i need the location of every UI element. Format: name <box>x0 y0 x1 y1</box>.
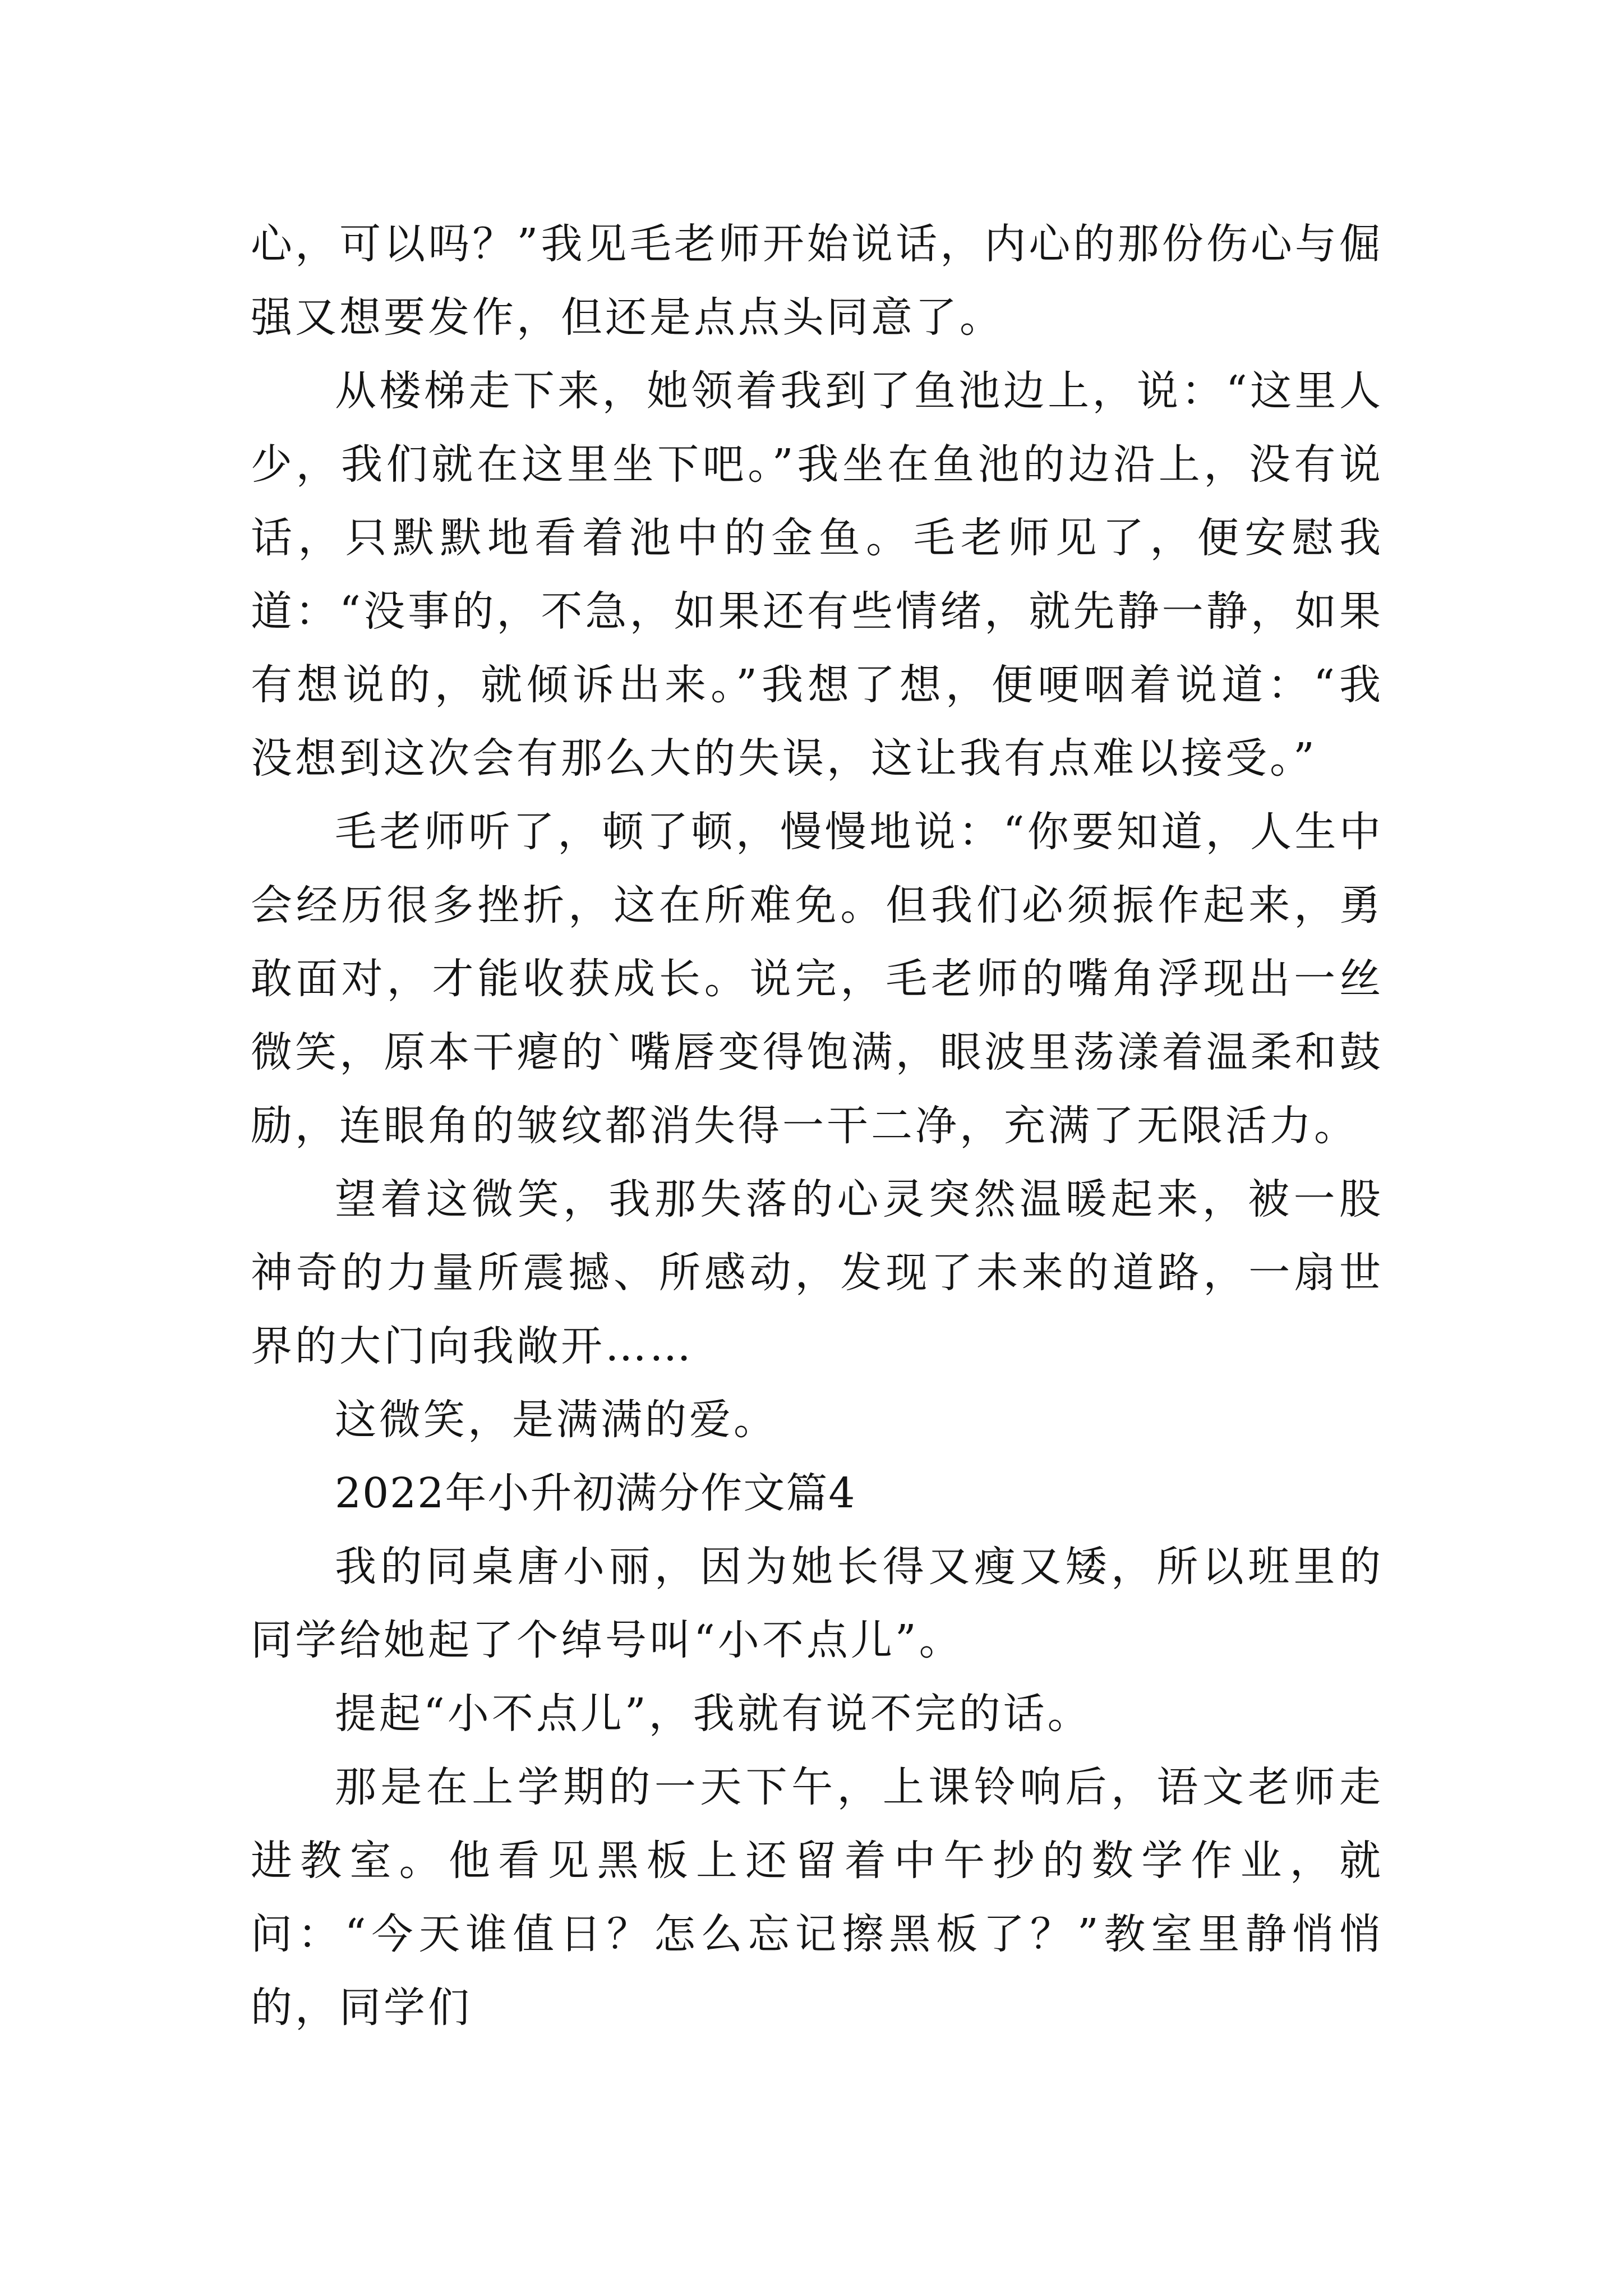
paragraph-1: 心，可以吗？”我见毛老师开始说话，内心的那份伤心与倔强又想要发作，但还是点点头同意了。 <box>251 220 1384 342</box>
paragraph-3: 毛老师听了，顿了顿，慢慢地说：“你要知道，人生中会经历很多挫折，这在所难免。但我们必须振作起来，勇敢面对，才能收获成长。说完，毛老师的嘴角浮现出一丝微笑，原本干瘪的`嘴唇变得饱满，眼波里荡漾着温柔和鼓励，连眼角的皱纹都消失得一干二净，充满了无限活力。 <box>251 808 1384 1150</box>
paragraph-5: 这微笑，是满满的爱。 <box>335 1396 778 1444</box>
document-body <box>251 208 1384 2045</box>
paragraph-7: 提起“小不点儿”，我就有说不完的话。 <box>335 1690 1092 1738</box>
paragraph-2: 从楼梯走下来，她领着我到了鱼池边上，说：“这里人少，我们就在这里坐下吧。”我坐在鱼池的边沿上，没有说话，只默默地看着池中的金鱼。毛老师见了，便安慰我道：“没事的，不急，如果还有些情绪，就先静一静，如果有想说的，就倾诉出来。”我想了想，便哽咽着说道：“我没想到这次会有那么大的失误，这让我有点难以接受。” <box>251 367 1384 783</box>
paragraph-4: 望着这微笑，我那失落的心灵突然温暖起来，被一股神奇的力量所震撼、所感动，发现了未来的道路，一扇世界的大门向我敞开…… <box>251 1175 1384 1370</box>
paragraph-8: 那是在上学期的一天下午，上课铃响后，语文老师走进教室。他看见黑板上还留着中午抄的数学作业，就问：“今天谁值日？怎么忘记擦黑板了？”教室里静悄悄的，同学们 <box>251 1763 1384 2032</box>
paragraph-6: 我的同桌唐小丽，因为她长得又瘦又矮，所以班里的同学给她起了个绰号叫“小不点儿”。 <box>251 1543 1384 1664</box>
section-heading: 2022年小升初满分作文篇4 <box>335 1469 856 1517</box>
